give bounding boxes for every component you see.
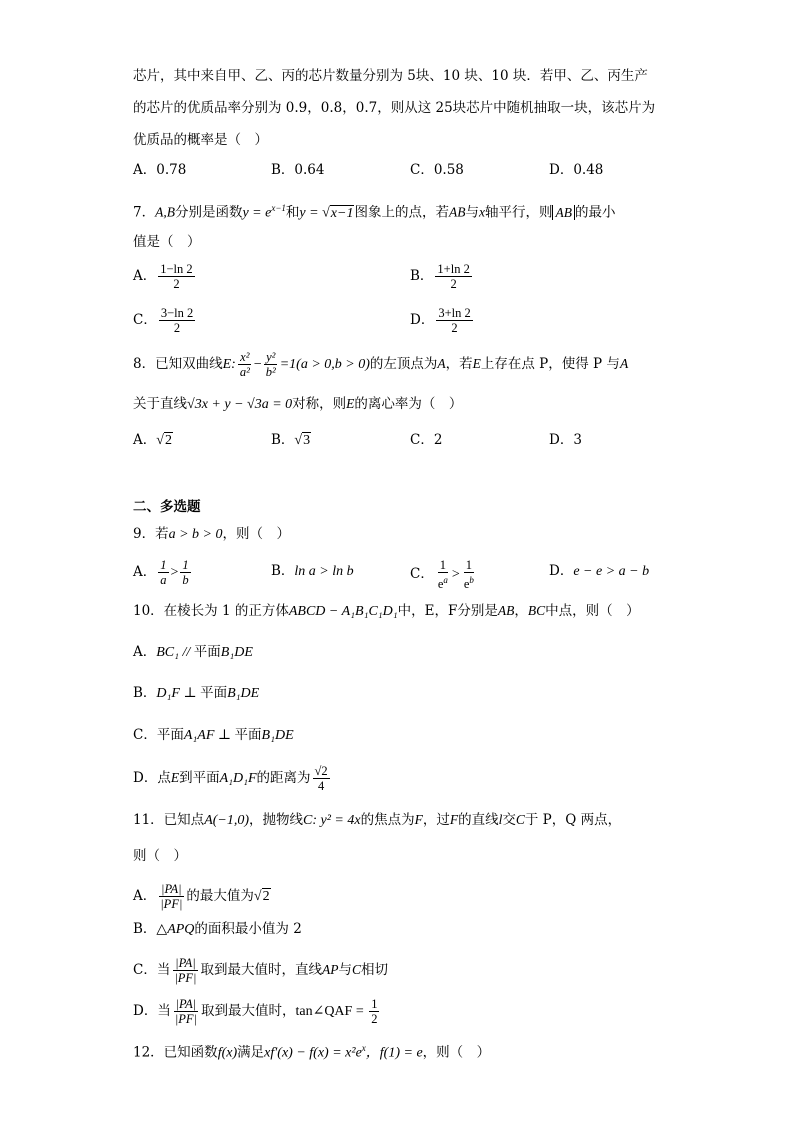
- q10-option-d: D．点E到平面A₁D₁F的距离为 $\frac{√2}{4}$: [133, 764, 328, 793]
- q8-option-d: D．3: [549, 432, 582, 448]
- q6-line3: 优质品的概率是（ ）: [133, 132, 268, 148]
- q8-option-b: B．√3: [271, 432, 311, 448]
- q10-option-a: A．BC₁ // 平面B₁DE: [133, 644, 253, 660]
- q8-option-a: A．√2: [133, 432, 172, 448]
- q11-option-a: A． $\frac{|PA|}{|PF|}$ 的最大值为√2: [133, 882, 270, 911]
- q6-line1: 芯片，其中来自甲、乙、丙的芯片数量分别为 5块、10 块、10 块．若甲、乙、丙生产: [133, 68, 648, 84]
- q9-option-c: C． $\frac{1}{e^a}$ > $\frac{1}{e^b}$: [410, 558, 474, 592]
- q9-stem: 9．若a > b > 0，则（ ）: [133, 526, 290, 542]
- q6-option-d: D．0.48: [549, 162, 604, 178]
- q8-line2: 关于直线√3x + y − √3a = 0对称，则E的离心率为（ ）: [133, 396, 463, 412]
- q10-option-b: B．D₁F ⊥ 平面B₁DE: [133, 685, 260, 701]
- q7-option-b: B． $\frac{1+\ln 2}{2}$: [410, 262, 470, 291]
- q7-line2: 值是（ ）: [133, 234, 201, 250]
- q8-option-c: C．2: [410, 432, 443, 448]
- q7-option-d: D． $\frac{3+\ln 2}{2}$: [410, 306, 471, 335]
- q9-option-b: B．ln a > ln b: [271, 563, 354, 579]
- q11-stem: 11．已知点A(−1,0)，抛物线C: y² = 4x的焦点为F，过F的直线l交C于 P，Q 两点，: [133, 812, 622, 828]
- q9-option-a: A． $\frac{1}{a}$ > $\frac{1}{b}$: [133, 558, 189, 587]
- q11-line2: 则（ ）: [133, 848, 187, 864]
- q6-line2: 的芯片的优质品率分别为 0.9，0.8，0.7，则从这 25块芯片中随机抽取一块，该芯片为: [133, 100, 656, 116]
- q9-option-d: D．e − e > a − b: [549, 563, 650, 579]
- q11-option-d: D．当 $\frac{|PA|}{|PF|}$ 取到最大值时，tan∠QAF = $\frac{1}{2}$: [133, 997, 378, 1026]
- q10-stem: 10．在棱长为 1 的正方体ABCD − A₁B₁C₁D₁中，E，F分别是AB，BC中点，则（ ）: [133, 603, 640, 619]
- q7-option-c: C． $\frac{3-\ln 2}{2}$: [133, 306, 194, 335]
- q11-option-b: B．△APQ的面积最小值为 2: [133, 921, 302, 937]
- q7-option-a: A． $\frac{1-\ln 2}{2}$: [133, 262, 193, 291]
- q7-stem: 7．A,B分别是函数$y = e^{x-1}$和y = √x−1图象上的点，若AB与x轴平行，则 AB 的最小: [133, 203, 616, 221]
- q6-option-a: A．0.78: [133, 162, 187, 178]
- q10-option-c: C．平面A₁AF ⊥ 平面B₁DE: [133, 727, 294, 743]
- q11-option-c: C．当 $\frac{|PA|}{|PF|}$ 取到最大值时，直线AP与C相切: [133, 956, 389, 985]
- section-heading-multi-choice: 二、多选题: [133, 499, 201, 515]
- q6-option-b: B．0.64: [271, 162, 325, 178]
- q12-stem: 12．已知函数f(x)满足$xf'(x) - f(x) = x^2e^x$，f(1) = e，则（ ）: [133, 1043, 491, 1061]
- q6-option-c: C．0.58: [410, 162, 464, 178]
- q8-stem: 8．已知双曲线E: $\frac{\text{x²}}{\text{a²}}$ − $\frac{\text{y²}}{\text{b²}}$ =1(a > 0,b > 0)的左顶点为A，若E上存在点 P，使得 P 与A: [133, 350, 629, 379]
